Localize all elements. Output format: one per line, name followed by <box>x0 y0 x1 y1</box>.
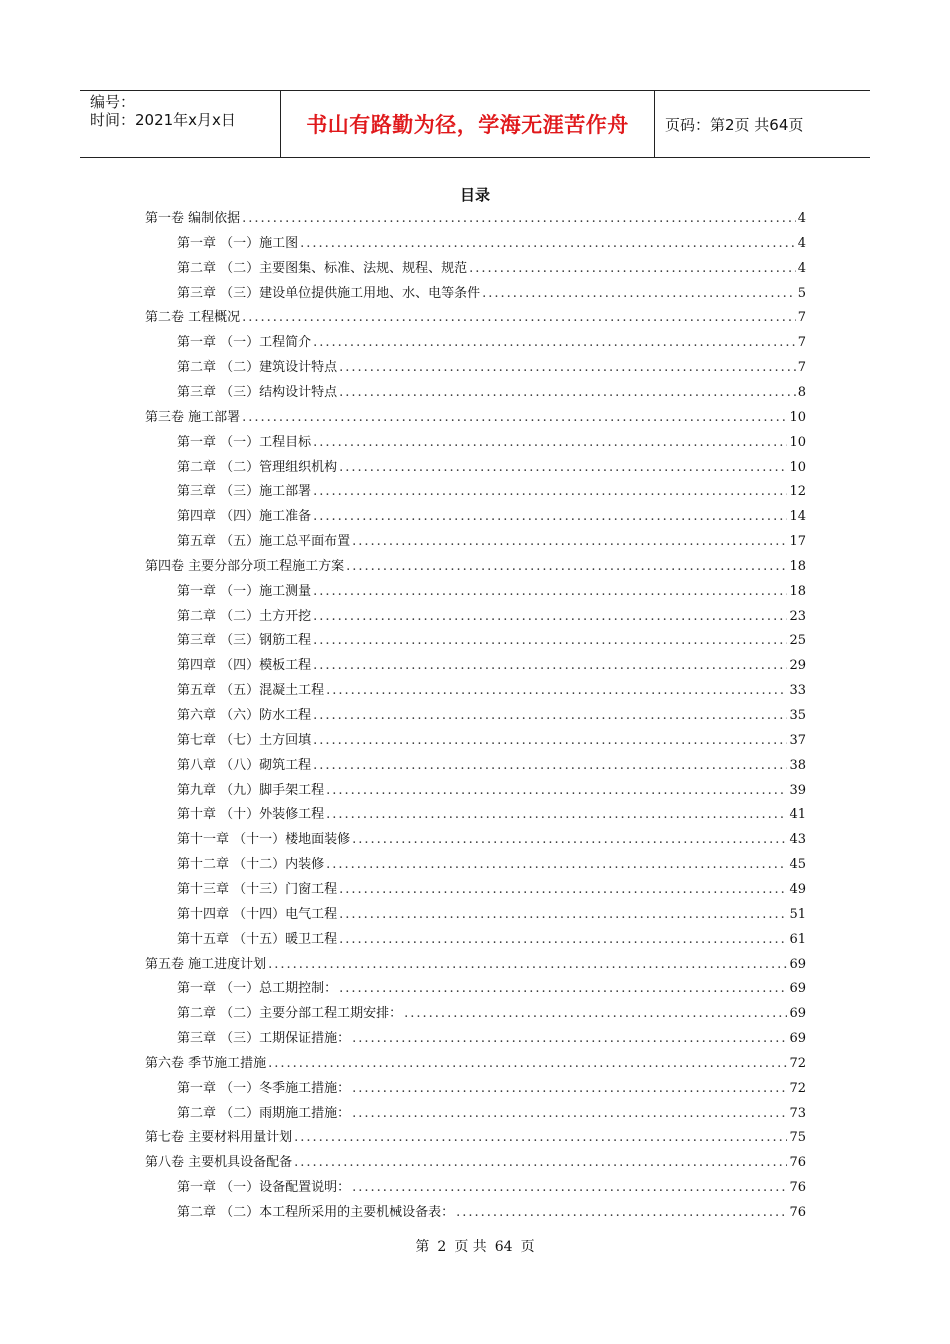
toc-dot-leader <box>313 730 787 752</box>
toc-entry-label: 第六章 （六）防水工程 <box>177 708 312 723</box>
toc-entry-label: 第一章 （一）总工期控制： <box>177 981 338 997</box>
toc-volume-entry[interactable] <box>145 1127 806 1149</box>
toc-entry-label: 第八章 （八）砌筑工程 <box>177 757 312 773</box>
toc-chapter-entry[interactable] <box>177 755 806 777</box>
toc-entry-label: 第五章 （五）施工总平面布置 <box>177 534 351 550</box>
toc-dot-leader <box>313 332 796 354</box>
toc-entry-page: 69 <box>789 981 806 997</box>
toc-chapter-entry[interactable] <box>177 332 806 354</box>
toc-chapter-entry[interactable] <box>177 1103 806 1125</box>
page-header <box>80 90 870 158</box>
toc-entry-page: 17 <box>789 534 806 550</box>
toc-chapter-entry[interactable] <box>177 780 806 802</box>
toc-entry-page: 5 <box>797 285 806 301</box>
toc-entry-page: 12 <box>789 484 806 500</box>
toc-dot-leader <box>326 854 787 876</box>
toc-chapter-entry[interactable] <box>177 432 806 454</box>
toc-entry-page: 72 <box>789 1080 806 1096</box>
toc-chapter-entry[interactable] <box>177 978 806 1000</box>
toc-entry-label: 第二章 （二）主要图集、标准、法规、规程、规范 <box>177 260 468 276</box>
toc-entry-page: 76 <box>789 1180 806 1196</box>
toc-entry-page: 76 <box>789 1155 806 1171</box>
toc-dot-leader <box>242 307 796 329</box>
toc-entry-label: 第三卷 施工部署 <box>145 409 241 425</box>
toc-dot-leader <box>339 457 787 479</box>
toc-dot-leader <box>482 283 796 305</box>
footer-mid: 页 共 <box>454 1239 487 1255</box>
toc-dot-leader <box>313 506 787 528</box>
toc-volume-entry[interactable] <box>145 307 806 329</box>
toc-dot-leader <box>352 1103 787 1125</box>
toc-chapter-entry[interactable] <box>177 829 806 851</box>
toc-entry-label: 第一章 （一）工程目标 <box>177 434 312 450</box>
toc-entry-page: 69 <box>789 1031 806 1047</box>
toc-chapter-entry[interactable] <box>177 730 806 752</box>
toc-entry-page: 75 <box>789 1130 806 1146</box>
toc-dot-leader <box>352 1078 787 1100</box>
toc-chapter-entry[interactable] <box>177 382 806 404</box>
header-meta <box>80 91 281 157</box>
toc-chapter-entry[interactable] <box>177 581 806 603</box>
toc-chapter-entry[interactable] <box>177 1003 806 1025</box>
toc-entry-page: 45 <box>789 857 806 873</box>
toc-entry-page: 29 <box>789 658 806 674</box>
toc-entry-label: 第二章 （二）本工程所采用的主要机械设备表： <box>177 1205 455 1220</box>
toc-dot-leader <box>352 531 787 553</box>
toc-chapter-entry[interactable] <box>177 879 806 901</box>
toc-dot-leader <box>313 606 787 628</box>
toc-entry-page: 18 <box>789 583 806 599</box>
toc-title: 目录 <box>459 186 490 204</box>
toc-chapter-entry[interactable] <box>177 258 806 280</box>
toc-entry-page: 37 <box>789 732 806 748</box>
toc-entry-label: 第二章 （二）建筑设计特点 <box>177 360 338 376</box>
toc-entry-label: 第一章 （一）冬季施工措施： <box>177 1080 351 1096</box>
toc-entry-page: 61 <box>789 931 806 947</box>
toc-dot-leader <box>313 755 787 777</box>
toc-volume-entry[interactable] <box>145 208 806 230</box>
toc-dot-leader <box>294 1127 787 1149</box>
toc-dot-leader <box>268 954 787 976</box>
toc-entry-label: 第四卷 主要分部分项工程施工方案 <box>145 558 345 574</box>
toc-dot-leader <box>339 978 787 1000</box>
toc-entry-page: 14 <box>789 509 806 525</box>
toc-entry-page: 10 <box>789 434 806 450</box>
toc-chapter-entry[interactable] <box>177 531 806 553</box>
toc-entry-label: 第一卷 编制依据 <box>145 211 241 226</box>
toc-dot-leader <box>352 1177 787 1199</box>
toc-entry-page: 41 <box>789 807 806 823</box>
toc-dot-leader <box>300 233 796 255</box>
toc-entry-label: 第十五章 （十五）暖卫工程 <box>177 931 338 947</box>
toc-entry-page: 51 <box>789 906 806 922</box>
toc-entry-page: 10 <box>789 459 806 475</box>
toc-dot-leader <box>313 432 787 454</box>
toc-entry-page: 10 <box>789 409 806 425</box>
toc-entry-label: 第七卷 主要材料用量计划 <box>145 1130 293 1146</box>
toc-entry-page: 49 <box>789 881 806 897</box>
serial-label: 编号： <box>90 93 136 111</box>
toc-entry-page: 38 <box>789 757 806 773</box>
toc-entry-label: 第七章 （七）土方回填 <box>177 732 312 748</box>
toc-dot-leader <box>352 1028 787 1050</box>
toc-dot-leader <box>268 1053 787 1075</box>
toc-dot-leader <box>339 904 787 926</box>
toc-entry-label: 第九章 （九）脚手架工程 <box>177 782 325 798</box>
toc-entry-label: 第一章 （一）施工图 <box>177 235 299 251</box>
toc-entry-label: 第二章 （二）管理组织机构 <box>177 459 338 475</box>
toc-dot-leader <box>469 258 796 280</box>
toc-volume-entry[interactable] <box>145 1053 806 1075</box>
toc-entry-page: 33 <box>789 683 806 699</box>
toc-dot-leader <box>326 680 787 702</box>
toc-entry-label: 第一章 （一）施工测量 <box>177 583 312 599</box>
toc-dot-leader <box>456 1202 787 1224</box>
toc-entry-label: 第三章 （三）钢筋工程 <box>177 633 312 649</box>
toc-entry-label: 第六卷 季节施工措施 <box>145 1055 267 1071</box>
toc-dot-leader <box>313 630 787 652</box>
page-footer <box>0 1236 950 1256</box>
toc-chapter-entry[interactable] <box>177 630 806 652</box>
toc-entry-label: 第一章 （一）设备配置说明： <box>177 1180 351 1196</box>
toc-entry-page: 7 <box>797 360 806 376</box>
toc-chapter-entry[interactable] <box>177 1177 806 1199</box>
toc-chapter-entry[interactable] <box>177 904 806 926</box>
toc-entry-page: 4 <box>797 211 806 226</box>
toc-entry-page: 25 <box>789 633 806 649</box>
toc-entry-page: 39 <box>789 782 806 798</box>
toc-entry-label: 第十章 （十）外装修工程 <box>177 807 325 823</box>
toc-chapter-entry[interactable] <box>177 804 806 826</box>
toc-entry-label: 第二章 （二）雨期施工措施： <box>177 1105 351 1121</box>
toc-dot-leader <box>313 655 787 677</box>
header-page-info: 页码：第2页 共64页 <box>665 115 804 134</box>
toc-entry-label: 第三章 （三）结构设计特点 <box>177 384 338 400</box>
toc-dot-leader <box>339 879 787 901</box>
toc-chapter-entry[interactable] <box>177 357 806 379</box>
toc-chapter-entry[interactable] <box>177 854 806 876</box>
toc-entry-label: 第十一章 （十一）楼地面装修 <box>177 832 351 848</box>
toc-entry-page: 73 <box>789 1105 806 1121</box>
toc-volume-entry[interactable] <box>145 1152 806 1174</box>
toc-entry-label: 第一章 （一）工程简介 <box>177 335 312 351</box>
toc-entry-label: 第二章 （二）主要分部工程工期安排： <box>177 1006 403 1022</box>
toc-entry-page: 4 <box>797 235 806 251</box>
toc-chapter-entry[interactable] <box>177 1028 806 1050</box>
toc-entry-label: 第十三章 （十三）门窗工程 <box>177 881 338 897</box>
toc-chapter-entry[interactable] <box>177 233 806 255</box>
toc-dot-leader <box>404 1003 787 1025</box>
toc-dot-leader <box>242 407 787 429</box>
time-label: 时间：2021年x月x日 <box>90 111 236 129</box>
toc-chapter-entry[interactable] <box>177 457 806 479</box>
toc-entry-page: 23 <box>789 608 806 624</box>
header-motto: 书山有路勤为径，学海无涯苦作舟 <box>281 91 655 157</box>
toc-dot-leader <box>339 382 796 404</box>
toc-entry-page: 35 <box>789 708 806 723</box>
toc-dot-leader <box>242 208 796 230</box>
toc-chapter-entry[interactable] <box>177 680 806 702</box>
toc-entry-label: 第二卷 工程概况 <box>145 310 241 326</box>
toc-entry-page: 69 <box>789 1006 806 1022</box>
toc-dot-leader <box>326 804 787 826</box>
toc-entry-page: 4 <box>797 260 806 276</box>
footer-total-pages: 64 <box>494 1239 513 1255</box>
toc-entry-label: 第十四章 （十四）电气工程 <box>177 906 338 922</box>
toc-entry-page: 18 <box>789 558 806 574</box>
toc-chapter-entry[interactable] <box>177 705 806 727</box>
footer-current-page: 2 <box>437 1239 447 1255</box>
toc-entry-page: 8 <box>797 384 806 400</box>
toc-entry-label: 第四章 （四）施工准备 <box>177 509 312 525</box>
toc-dot-leader <box>352 829 787 851</box>
toc-entry-page: 72 <box>789 1055 806 1071</box>
toc-chapter-entry[interactable] <box>177 1078 806 1100</box>
toc-entry-label: 第二章 （二）土方开挖 <box>177 608 312 624</box>
toc-chapter-entry[interactable] <box>177 481 806 503</box>
toc-chapter-entry[interactable] <box>177 1202 806 1224</box>
toc-entry-page: 7 <box>797 310 806 326</box>
toc-dot-leader <box>294 1152 787 1174</box>
toc-entry-page: 43 <box>789 832 806 848</box>
toc-chapter-entry[interactable] <box>177 283 806 305</box>
toc-entry-label: 第五章 （五）混凝土工程 <box>177 683 325 699</box>
toc-dot-leader <box>313 581 787 603</box>
toc-volume-entry[interactable] <box>145 954 806 976</box>
toc-entry-page: 7 <box>797 335 806 351</box>
toc-chapter-entry[interactable] <box>177 506 806 528</box>
toc-dot-leader <box>313 481 787 503</box>
toc-dot-leader <box>339 929 787 951</box>
toc-entry-label: 第三章 （三）施工部署 <box>177 484 312 500</box>
toc-volume-entry[interactable] <box>145 407 806 429</box>
toc-entry-label: 第八卷 主要机具设备配备 <box>145 1155 293 1171</box>
toc-entry-page: 76 <box>789 1205 806 1220</box>
toc-volume-entry[interactable] <box>145 556 806 578</box>
toc-dot-leader <box>346 556 787 578</box>
footer-suffix: 页 <box>520 1239 535 1255</box>
toc-entry-label: 第三章 （三）建设单位提供施工用地、水、电等条件 <box>177 285 481 301</box>
toc-chapter-entry[interactable] <box>177 655 806 677</box>
toc-entry-page: 69 <box>789 956 806 972</box>
toc-chapter-entry[interactable] <box>177 929 806 951</box>
footer-prefix: 第 <box>415 1239 430 1255</box>
toc-dot-leader <box>339 357 796 379</box>
toc-dot-leader <box>326 780 787 802</box>
toc-entry-label: 第四章 （四）模板工程 <box>177 658 312 674</box>
toc-chapter-entry[interactable] <box>177 606 806 628</box>
toc-dot-leader <box>313 705 787 727</box>
toc-entry-label: 第十二章 （十二）内装修 <box>177 857 325 873</box>
toc-entry-label: 第三章 （三）工期保证措施： <box>177 1031 351 1047</box>
toc-entry-label: 第五卷 施工进度计划 <box>145 956 267 972</box>
